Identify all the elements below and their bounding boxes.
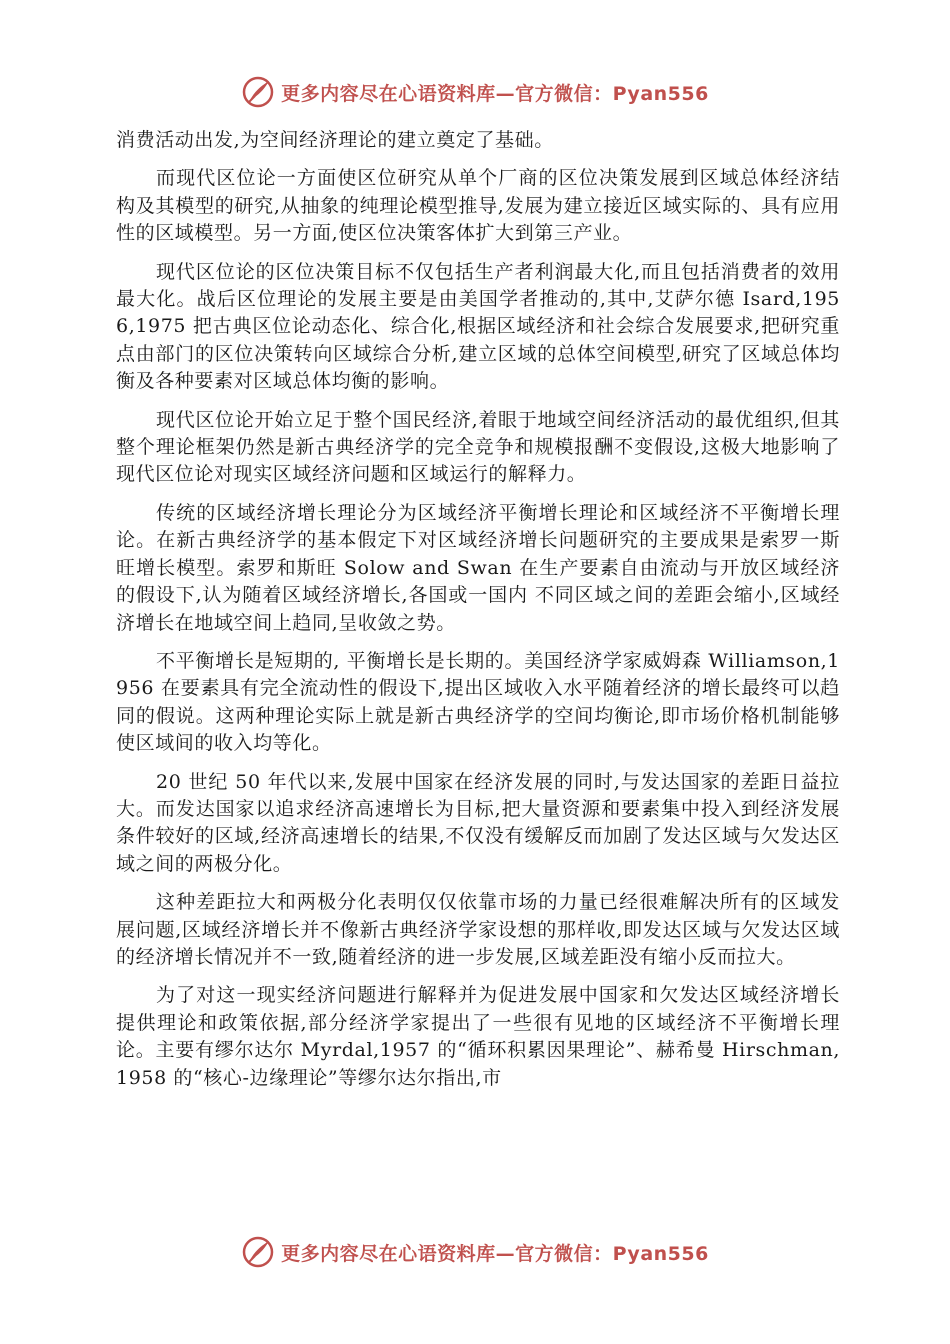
header-banner-text: 更多内容尽在心语资料库—官方微信：Pyan556: [281, 82, 709, 105]
paragraph-5: 传统的区域经济增长理论分为区域经济平衡增长理论和区域经济不平衡增长理论。在新古典经济学的基本假定下对区域经济增长问题研究的主要成果是索罗一斯旺增长模型。索罗和斯旺 Solow and Swan 在生产要素自由流动与开放区域经济的假设下,认为随着区域经济增长,各国或一国内 不同区域之间的差距会缩小,区域经济增长在地域空间上趋同,呈收敛之势。: [116, 501, 840, 634]
header-banner: [0, 72, 950, 112]
paragraph-6: 不平衡增长是短期的, 平衡增长是长期的。美国经济学家威姆森 Williamson,1956 在要素具有完全流动性的假设下,提出区域收入水平随着经济的增长最终可以趋同的假说。这两种理论实际上就是新古典经济学的空间均衡论,即市场价格机制能够使区域间的收入均等化。: [116, 649, 840, 755]
footer-banner: [0, 1232, 950, 1272]
paragraph-4: 现代区位论开始立足于整个国民经济,着眼于地域空间经济活动的最优组织,但其整个理论框架仍然是新古典经济学的完全竞争和规模报酬不变假设,这极大地影响了现代区位论对现实区域经济问题和区域运行的解释力。: [116, 408, 840, 486]
paragraph-3: 现代区位论的区位决策目标不仅包括生产者利润最大化,而且包括消费者的效用最大化。战后区位理论的发展主要是由美国学者推动的,其中,艾萨尔德 Isard,1956,1975 把古典区位论动态化、综合化,根据区域经济和社会综合发展要求,把研究重点由部门的区位决策转向区域综合分析,建立区域的总体空间模型,研究了区域总体均衡及各种要素对区域总体均衡的影响。: [116, 260, 840, 393]
paragraph-2: 而现代区位论一方面使区位研究从单个厂商的区位决策发展到区域总体经济结构及其模型的研究,从抽象的纯理论模型推导,发展为建立接近区域实际的、具有应用性的区域模型。另一方面,使区位决策客体扩大到第三产业。: [116, 167, 840, 245]
paragraph-7: 20 世纪 50 年代以来,发展中国家在经济发展的同时,与发达国家的差距日益拉大。而发达国家以追求经济高速增长为目标,把大量资源和要素集中投入到经济发展条件较好的区域,经济高速增长的结果,不仅没有缓解反而加剧了发达区域与欠发达区域之间的两极分化。: [116, 770, 840, 875]
paragraph-9: 为了对这一现实经济问题进行解释并为促进发展中国家和欠发达区域经济增长提供理论和政策依据,部分经济学家提出了一些很有见地的区域经济不平衡增长理论。主要有缪尔达尔 Myrdal,1957 的“循环积累因果理论”、赫希曼 Hirschman,1958 的“核心-边缘理论”等缪尔达尔指出,市: [116, 984, 840, 1089]
paragraph-1: 消费活动出发,为空间经济理论的建立奠定了基础。: [116, 129, 554, 151]
footer-banner-text: 更多内容尽在心语资料库—官方微信：Pyan556: [281, 1242, 709, 1265]
quill-circle-logo-icon: [241, 1235, 275, 1269]
quill-circle-logo-icon: [241, 75, 275, 109]
paragraph-8: 这种差距拉大和两极分化表明仅仅依靠市场的力量已经很难解决所有的区域发展问题,区域经济增长并不像新古典经济学家设想的那样收,即发达区域与欠发达区域的经济增长情况并不一致,随着经济的进一步发展,区域差距没有缩小反而拉大。: [116, 891, 840, 968]
document-body: [116, 127, 840, 1103]
